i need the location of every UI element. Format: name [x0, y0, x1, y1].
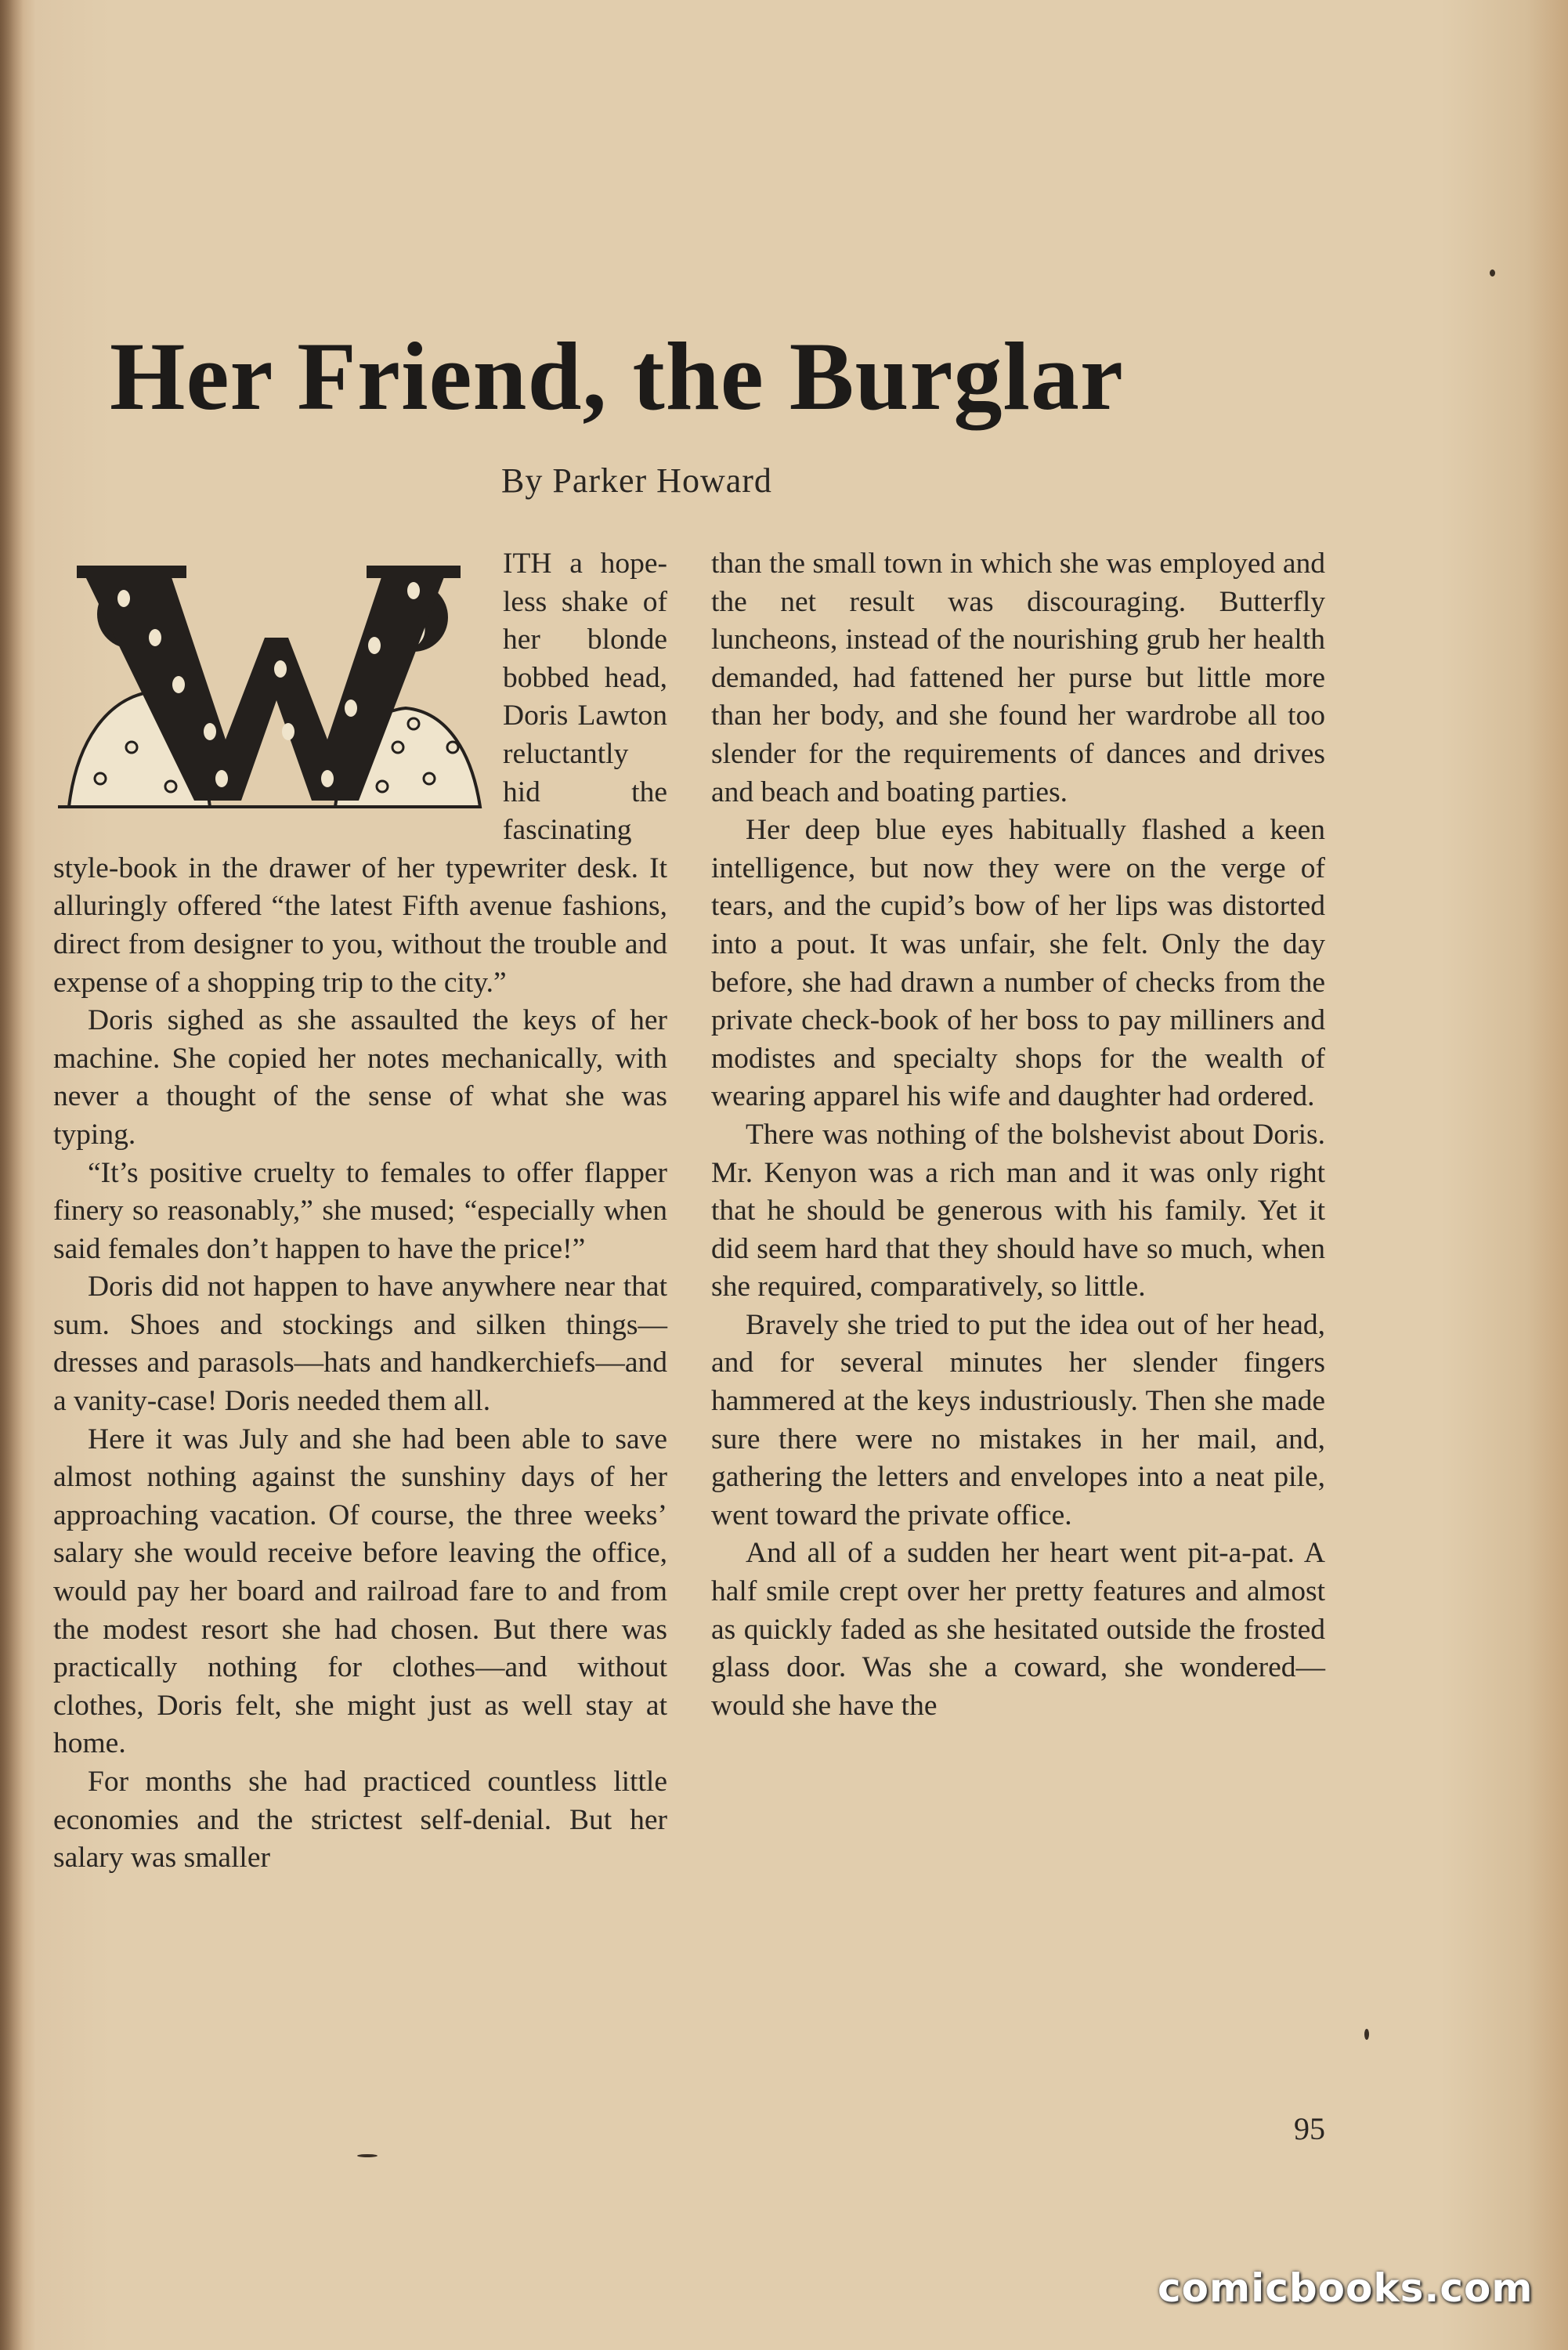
story-byline: By Parker Howard [501, 461, 772, 500]
dropcap-w-illustration [53, 551, 486, 815]
paper-speck [1490, 269, 1495, 277]
paper-speck [1364, 2029, 1369, 2040]
paper-speck [357, 2154, 378, 2157]
paragraph: “It’s positive cruelty to females to offer flapper finery so reasonably,” she mused; “especially when said females don’t happen to have the price!” [53, 1156, 667, 1265]
binding-shadow [0, 0, 23, 2350]
right-column [711, 545, 1325, 1725]
paragraph: For months she had practiced countless little economies and the strictest self-denial. But her salary was smaller [53, 1766, 667, 1875]
paragraph: ITH a hopeless shake of her blonde bobbed head, Doris Lawton reluctantly hid the fascinating style-book in the drawer of her typewriter desk. It alluringly offered “the latest Fifth avenue fashions, direct from designer to you, without the trouble and expense of a shopping trip to the city.” [53, 548, 667, 999]
site-watermark-link[interactable]: comicbooks.com [1158, 2265, 1534, 2311]
paragraph: Doris sighed as she assaulted the keys of her machine. She copied her notes mechanically, with never a thought of the sense of what she was typing. [53, 1004, 667, 1151]
paragraph: Here it was July and she had been able to save almost nothing against the sunshiny days of her approaching vacation. Of course, the three weeks’ salary she would receive before leaving the office, would pay her board and railroad fare to and from the modest resort she had chosen. But there was practically nothing for clothes—and without clothes, Doris felt, she might just as well stay at home. [53, 1423, 667, 1760]
story-title: Her Friend, the Burglar [110, 323, 1124, 430]
paragraph: Bravely she tried to put the idea out of her head, and for several minutes her slender fingers hammered at the keys industriously. Then she made sure there were no mistakes in her mail, and, gathering the letters and envelopes into a neat pile, went toward the private office. [711, 1308, 1325, 1531]
paragraph: Doris did not happen to have anywhere near that sum. Shoes and stockings and silken things—dresses and parasols—hats and handkerchiefs—and a vanity-case! Doris needed them all. [53, 1271, 667, 1418]
paragraph: than the small town in which she was employed and the net result was discouraging. Butterfly luncheons, instead of the nourishing grub her health demanded, had fattened her purse but little more than her body, and she found her wardrobe all too slender for the requirements of dances and drives and beach and boating parties. [711, 548, 1325, 808]
dropcap-illustration [53, 551, 486, 815]
page-number: 95 [1294, 2111, 1325, 2146]
paragraph: There was nothing of the bolshevist about Doris. Mr. Kenyon was a rich man and it was only right that he should be generous with his family. Yet it did seem hard that they should have so much, when she required, comparatively, so little. [711, 1118, 1325, 1303]
paragraph: And all of a sudden her heart went pit-a-pat. A half smile crept over her pretty features and almost as quickly faded as she hesitated outside the frosted glass door. Was she a coward, she wondered—would she have the [711, 1537, 1325, 1722]
paragraph: Her deep blue eyes habitually flashed a keen intelligence, but now they were on the verge of tears, and the cupid’s bow of her lips was distorted into a pout. It was unfair, she felt. Only the day before, she had drawn a number of checks from the private check-book of her boss to pay milliners and modistes and specialty shops for the wealth of wearing apparel his wife and daughter had ordered. [711, 814, 1325, 1113]
left-column [53, 545, 667, 1878]
